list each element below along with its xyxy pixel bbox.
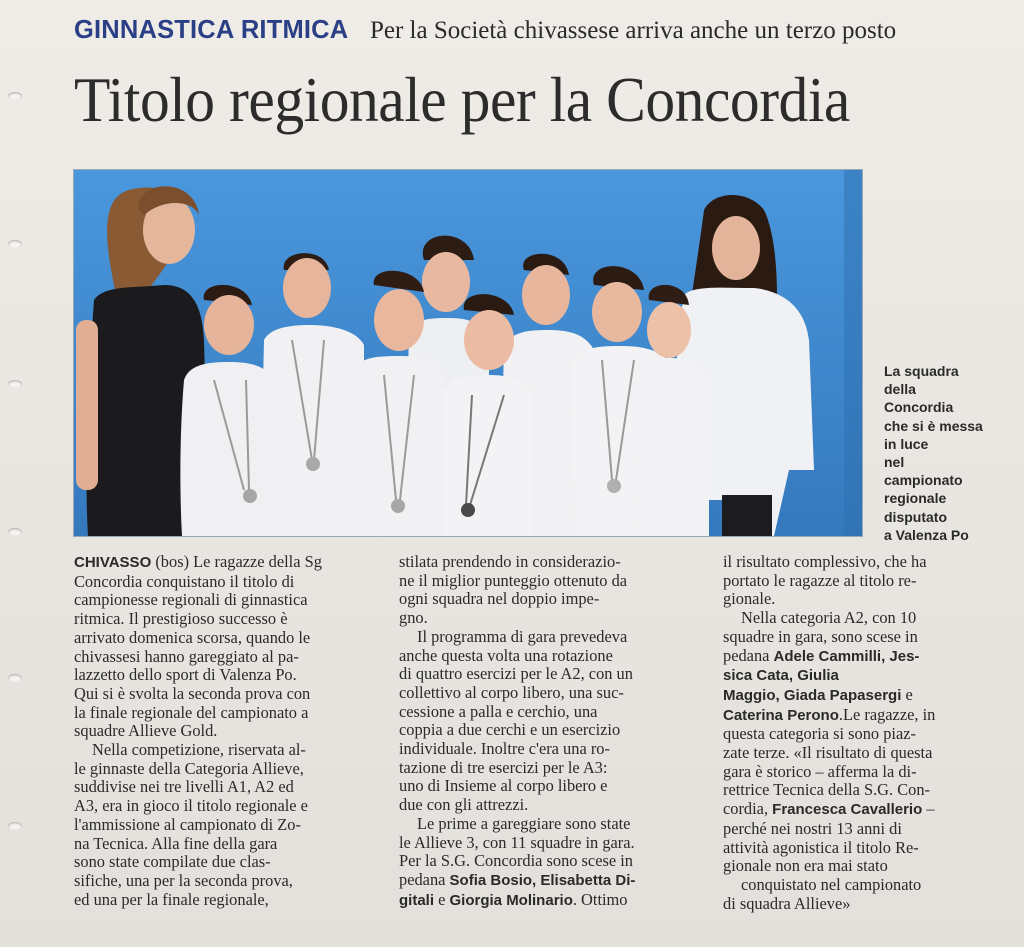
text-line	[399, 871, 701, 891]
photo-caption	[884, 362, 994, 544]
text-line: na Tecnica. Alla fine della gara	[74, 833, 278, 853]
text-line: il risultato complessivo, che ha	[723, 552, 927, 571]
text-line: Per la S.G. Concordia sono scese in	[399, 851, 633, 871]
caption-line: in luce	[884, 435, 929, 452]
text-line: stilata prendendo in considerazio-	[399, 552, 621, 571]
hole-icon	[8, 380, 22, 388]
text-span: (bos) Le ragazze della Sg	[155, 552, 322, 571]
section-label: GINNASTICA RITMICA	[74, 14, 349, 44]
text-line: gionale.	[723, 589, 776, 609]
text-line	[723, 647, 991, 667]
hole-icon	[8, 674, 22, 682]
text-line: rettrice Tecnica della S.G. Con-	[723, 780, 930, 800]
team-photo-icon	[74, 170, 862, 536]
text-line	[723, 686, 991, 706]
kicker	[74, 14, 896, 54]
text-line: gionale non era mai stato	[723, 856, 888, 876]
text-line: Il programma di gara prevedeva	[417, 626, 628, 646]
text-span: . Ottimo	[572, 889, 628, 909]
caption-line: Concordia	[884, 399, 954, 416]
text-line: Concordia conquistano il titolo di	[74, 571, 295, 591]
text-line	[399, 891, 701, 911]
text-line: campionesse regionali di ginnastica	[74, 590, 308, 610]
text-line: ed una per la finale regionale,	[74, 889, 269, 909]
text-line: chivassesi hanno gareggiato al pa-	[74, 646, 299, 666]
article-column-1	[74, 553, 379, 909]
text-line: ogni squadra nel doppio impe-	[399, 589, 600, 609]
text-span: .Le ragazze, in	[838, 704, 936, 724]
text-line: ritmica. Il prestigioso successo è	[74, 609, 288, 629]
text-line	[723, 666, 991, 686]
text-line: di quattro esercizi per le A2, con un	[399, 664, 633, 684]
text-line	[723, 706, 991, 726]
athlete-names: Giorgia Molinario	[449, 891, 573, 909]
text-line: questa categoria si sono piaz-	[723, 724, 916, 744]
text-line: Le prime a gareggiare sono state	[417, 813, 631, 833]
text-line: anche questa volta una rotazione	[399, 645, 613, 665]
text-span: cordia,	[723, 799, 769, 819]
text-line	[723, 800, 991, 820]
text-line: individuale. Inoltre c'era una ro-	[399, 739, 610, 759]
text-line: di squadra Allieve»	[723, 893, 851, 913]
caption-line: disputato	[884, 508, 947, 525]
caption-line: che si è messa	[884, 417, 983, 434]
text-line: conquistato nel campionato	[741, 874, 922, 894]
caption-line: campionato	[884, 472, 963, 489]
text-line: gara è storico – afferma la di-	[723, 761, 917, 781]
article-column-2	[399, 553, 701, 910]
text-line	[74, 553, 379, 573]
hole-icon	[8, 240, 22, 248]
caption-line: nel	[884, 454, 905, 471]
caption-line: regionale	[884, 490, 947, 507]
team-photo	[74, 170, 862, 536]
text-line: perché nei nostri 13 anni di	[723, 818, 902, 838]
hole-icon	[8, 528, 22, 536]
text-line: arrivato domenica scorsa, quando le	[74, 627, 311, 647]
text-line: le Allieve 3, con 11 squadre in gara.	[399, 832, 635, 852]
athlete-names: gitali	[399, 891, 435, 909]
text-line: collettivo al corpo libero, una suc-	[399, 682, 624, 702]
text-span: e	[438, 889, 446, 909]
text-line: gno.	[399, 608, 428, 628]
dateline: CHIVASSO	[74, 554, 152, 571]
caption-line: La squadra	[884, 363, 959, 379]
text-line: ne il miglior punteggio ottenuto da	[399, 570, 628, 590]
athlete-names: Caterina Perono	[723, 706, 839, 724]
athlete-names: Maggio, Giada Papasergi	[723, 686, 902, 704]
caption-line: della	[884, 381, 916, 398]
text-span: e	[905, 684, 913, 704]
text-span: pedana	[723, 645, 770, 665]
text-span: pedana	[399, 869, 446, 889]
kicker-subtitle: Per la Società chivassese arriva anche un terzo posto	[369, 17, 897, 44]
text-line: A3, era in gioco il titolo regionale e	[74, 796, 308, 816]
athlete-names: Adele Cammilli, Jes-	[773, 647, 920, 665]
text-line: uno di Insieme al corpo libero e	[399, 776, 608, 796]
text-line: attività agonistica il titolo Re-	[723, 837, 919, 857]
athlete-names: sica Cata, Giulia	[723, 667, 839, 685]
text-line: la finale regionale del campionato a	[74, 702, 309, 722]
text-line: due con gli attrezzi.	[399, 795, 529, 815]
text-span: –	[926, 799, 935, 819]
text-line: le ginnaste della Categoria Allieve,	[74, 758, 304, 778]
director-name: Francesca Cavallerio	[772, 801, 923, 819]
text-line: Nella categoria A2, con 10	[741, 608, 917, 628]
text-line: cessione a palla e cerchio, una	[399, 701, 598, 721]
text-line: lazzetto dello sport di Valenza Po.	[74, 665, 297, 685]
headline: Titolo regionale per la Concordia	[74, 64, 850, 135]
text-line: l'ammissione al campionato di Zo-	[74, 814, 301, 834]
text-line: Nella competizione, riservata al-	[92, 740, 306, 760]
athlete-names: Sofia Bosio, Elisabetta Di-	[449, 871, 636, 889]
text-line: portato le ragazze al titolo re-	[723, 570, 917, 590]
text-line: tazione di tre esercizi per le A3:	[399, 757, 608, 777]
text-line: squadre in gara, sono scese in	[723, 626, 918, 646]
text-line: suddivise nei tre livelli A1, A2 ed	[74, 777, 294, 797]
hole-icon	[8, 92, 22, 100]
text-line: zate terze. «Il risultato di questa	[723, 743, 933, 763]
hole-icon	[8, 822, 22, 830]
text-line: Qui si è svolta la seconda prova con	[74, 683, 311, 703]
text-line: sifiche, una per la seconda prova,	[74, 870, 293, 890]
text-line: squadre Allieve Gold.	[74, 721, 218, 741]
article-column-3	[723, 553, 991, 913]
caption-line: a Valenza Po	[884, 526, 969, 543]
text-line: coppia a due cerchi e un esercizio	[399, 720, 621, 740]
text-line: sono state compilate due clas-	[74, 852, 271, 872]
